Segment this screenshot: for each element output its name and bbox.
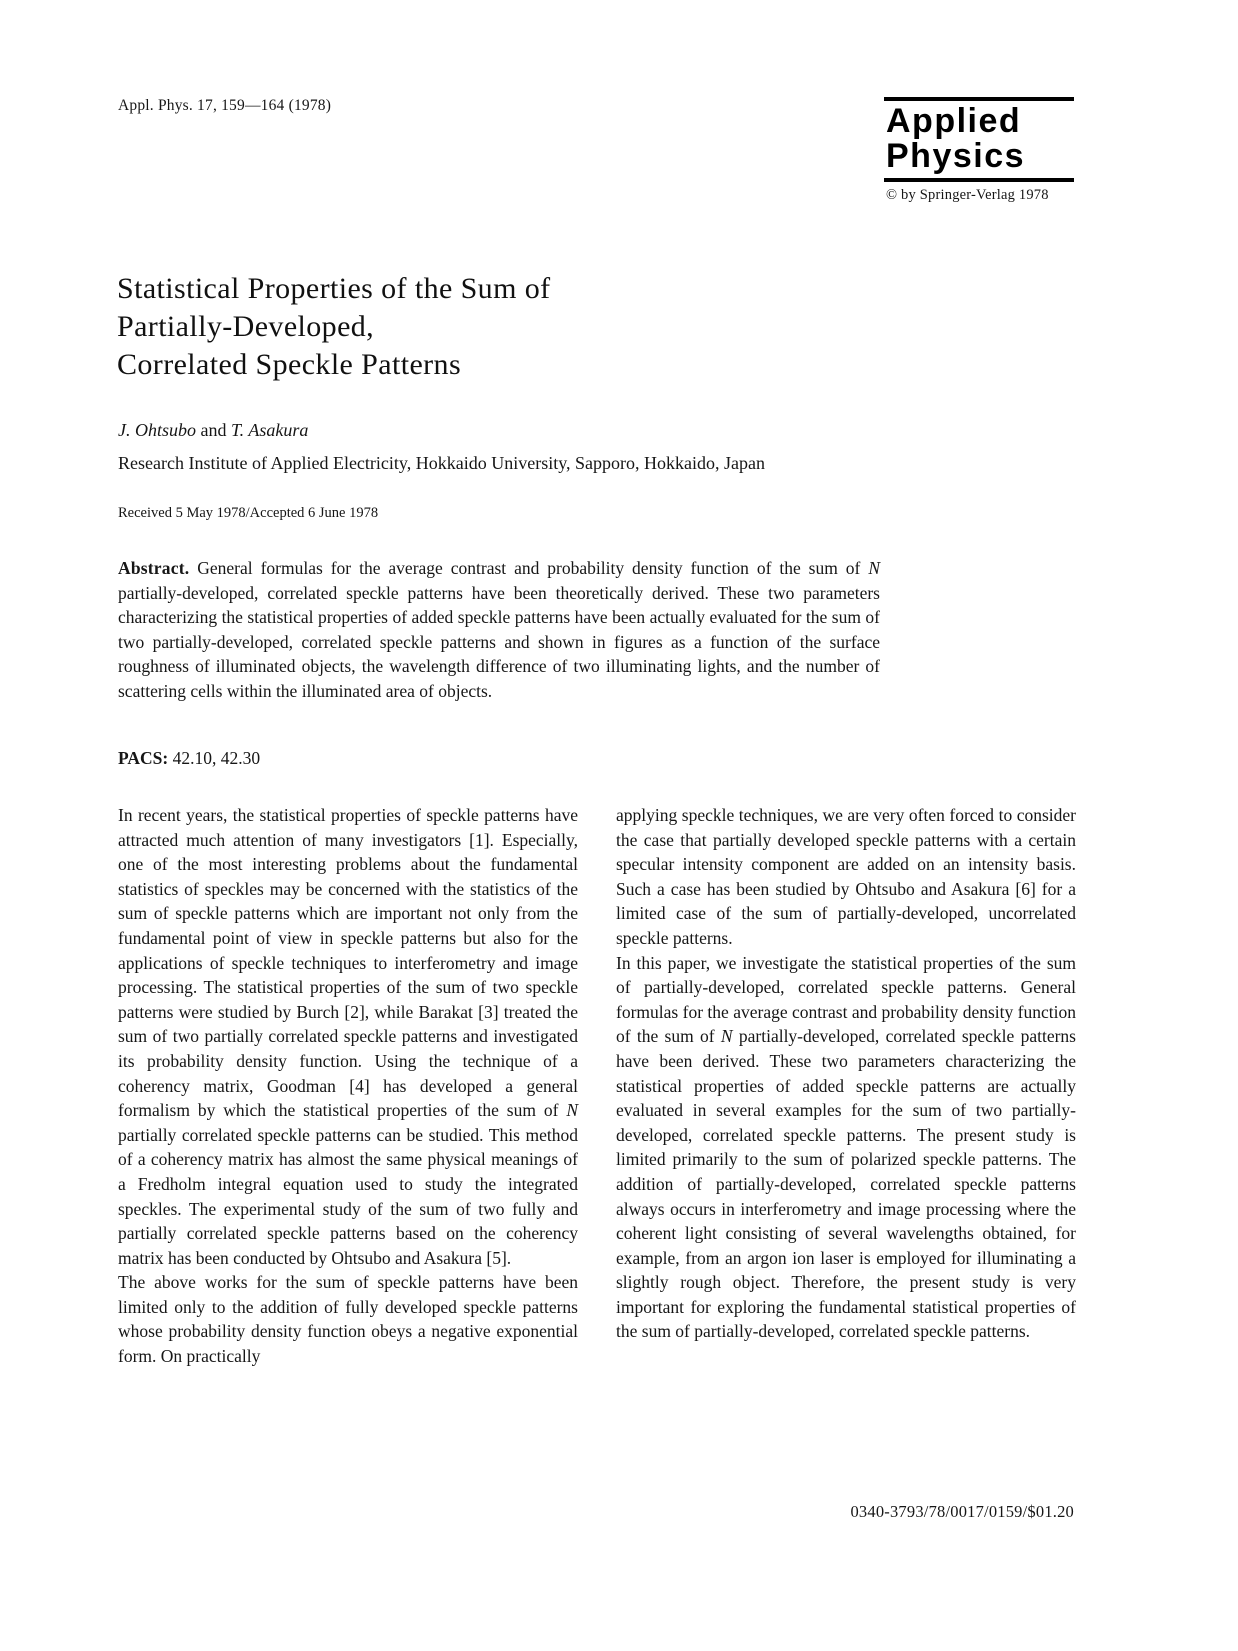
right-column	[616, 803, 1076, 1369]
body-paragraph: applying speckle techniques, we are very often forced to consider the case that partially developed speckle patterns with a certain specular intensity component are added on an intensity basis. Such a case has been studied by Ohtsubo and Asakura [6] for a limited case of the sum of partially-developed, uncorrelated speckle patterns.	[616, 805, 1076, 948]
copyright-line: © by Springer-Verlag 1978	[886, 187, 1049, 203]
body-columns	[118, 803, 1076, 1369]
abstract-label: Abstract.	[118, 558, 190, 578]
logo-rule-top	[884, 97, 1074, 101]
authors-line: J. Ohtsubo and T. Asakura	[118, 420, 309, 440]
paper-title	[117, 270, 551, 384]
abstract	[118, 556, 880, 704]
body-paragraph: The above works for the sum of speckle patterns have been limited only to the addition of fully developed speckle patterns whose probability density function obeys a negative exponential form. On practically	[118, 1272, 578, 1367]
abstract-text: General formulas for the average contrast and probability density function of the sum of N partially-developed, correlated speckle patterns have been theoretically derived. These two parameters characterizing the statistical properties of added speckle patterns have been actually evaluated for the sum of two partially-developed, correlated speckle patterns and shown in figures as a function of the surface roughness of illuminated objects, the wavelength difference of two illuminating lights, and the number of scattering cells within the illuminated area of objects.	[118, 558, 880, 701]
journal-logo-name-line1: Applied	[886, 102, 1022, 140]
pacs-value: 42.10, 42.30	[172, 748, 261, 768]
journal-logo-name-line2: Physics	[886, 137, 1026, 175]
paper-title-line: Correlated Speckle Patterns	[117, 348, 462, 381]
paper-title-line: Statistical Properties of the Sum of	[117, 272, 551, 305]
article-code: 0340-3793/78/0017/0159/$01.20	[850, 1502, 1074, 1521]
body-paragraph: In recent years, the statistical properties of speckle patterns have attracted much attention of many investigators [1]. Especially, one of the most interesting problems about the fundamental statistics of speckles may be concerned with the statistics of the sum of speckle patterns which are important not only from the fundamental point of view in speckle patterns but also for the applications of speckle techniques to interferometry and image processing. The statistical properties of the sum of two speckle patterns were studied by Burch [2], while Barakat [3] treated the sum of two partially correlated speckle patterns and investigated its probability density function. Using the technique of a coherency matrix, Goodman [4] has developed a general formalism by which the statistical properties of the sum of N partially correlated speckle patterns can be studied. This method of a coherency matrix has almost the same physical meanings of a Fredholm integral equation used to study the integrated speckles. The experimental study of the sum of two fully and partially correlated speckle patterns based on the coherency matrix has been conducted by Ohtsubo and Asakura [5].	[118, 805, 578, 1268]
journal-reference: Appl. Phys. 17, 159—164 (1978)	[118, 97, 332, 114]
pacs-label: PACS:	[118, 748, 169, 768]
pacs-line	[118, 748, 260, 769]
received-accepted-line: Received 5 May 1978/Accepted 6 June 1978	[118, 505, 379, 521]
logo-rule-bottom	[884, 178, 1074, 182]
journal-logo	[884, 97, 1074, 204]
paper-title-line: Partially-Developed,	[117, 310, 375, 343]
left-column	[118, 803, 578, 1369]
affiliation-line: Research Institute of Applied Electricity, Hokkaido University, Sapporo, Hokkaido, Japan	[118, 453, 766, 473]
body-paragraph: In this paper, we investigate the statistical properties of the sum of partially-developed, correlated speckle patterns. General formulas for the average contrast and probability density function of the sum of N partially-developed, correlated speckle patterns have been derived. These two parameters characterizing the statistical properties of added speckle patterns are actually evaluated in several examples for the sum of two partially-developed, correlated speckle patterns. The present study is limited primarily to the sum of polarized speckle patterns. The addition of partially-developed, correlated speckle patterns always occurs in interferometry and image processing where the coherent light consisting of several wavelengths obtained, for example, from an argon ion laser is employed for illuminating a slightly rough object. Therefore, the present study is very important for exploring the fundamental statistical properties of the sum of partially-developed, correlated speckle patterns.	[616, 952, 1076, 1342]
